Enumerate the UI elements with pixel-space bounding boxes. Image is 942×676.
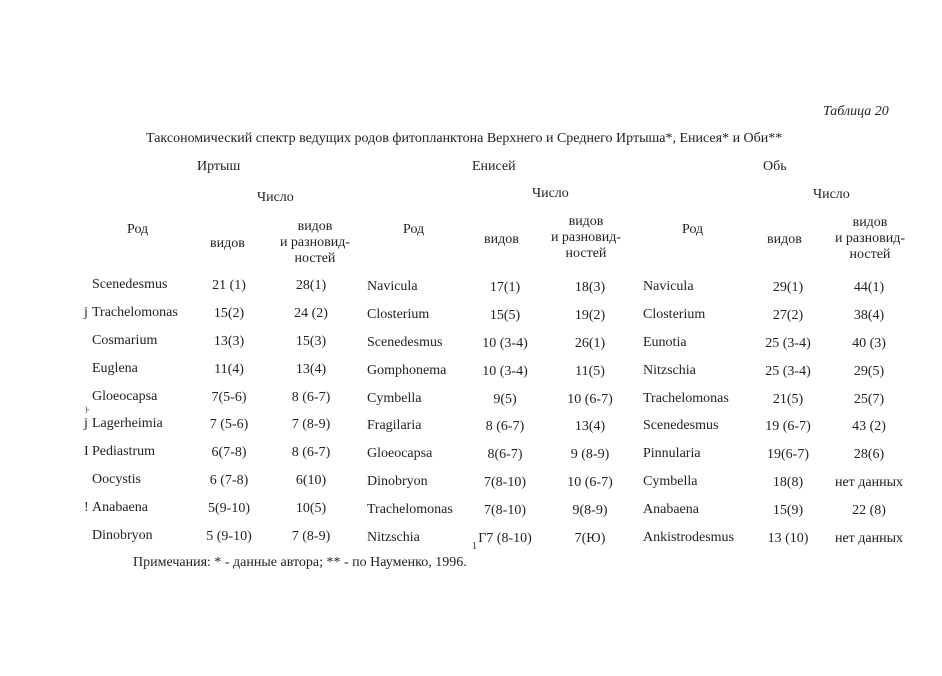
table-label: Таблица 20: [823, 104, 889, 119]
genus-ob: Scenedesmus: [643, 418, 719, 433]
genus-irtysh: Lagerheimia: [92, 416, 163, 431]
species-count: 25 (3-4): [765, 364, 811, 379]
species-count: 15(9): [772, 503, 804, 518]
genus-irtysh: Trachelomonas: [92, 305, 178, 320]
scan-mark: 1: [472, 541, 477, 552]
species-count: 19(6-7): [767, 447, 809, 462]
genus-header-irtysh: Род: [127, 222, 149, 237]
species-var-count: 13(4): [295, 362, 327, 377]
species-count: 17(1): [489, 280, 521, 295]
species-var-count: 28(1): [295, 278, 327, 293]
species-var-count: 11(5): [575, 364, 605, 379]
species-var-header-line: видов: [568, 214, 604, 229]
river-header-yenisei: Енисей: [472, 159, 516, 174]
number-header-ob: Число: [813, 187, 850, 202]
genus-yenisei: Nitzschia: [367, 530, 420, 545]
species-count: 10 (3-4): [482, 336, 528, 351]
species-var-count: 9 (8-9): [570, 447, 610, 462]
species-var-header-line: видов: [852, 215, 888, 230]
number-header-irtysh: Число: [257, 190, 294, 205]
genus-ob: Ankistrodesmus: [643, 530, 734, 545]
species-var-count: 10 (6-7): [567, 475, 613, 490]
table-title: Таксономический спектр ведущих родов фитопланктона Верхнего и Среднего Иртыша*, Енисея* и Оби**: [146, 131, 783, 146]
species-count: 8(6-7): [487, 447, 523, 462]
row-prefix-mark: I: [84, 444, 89, 459]
genus-yenisei: Gloeocapsa: [367, 446, 433, 461]
species-count: 5 (9-10): [206, 529, 252, 544]
species-var-count: 29(5): [853, 364, 885, 379]
species-count: 6(7-8): [211, 445, 247, 460]
species-var-count: 44(1): [853, 280, 885, 295]
species-var-count: 38(4): [853, 308, 885, 323]
species-var-header-line: ностей: [849, 247, 891, 262]
species-count: Г7 (8-10): [478, 531, 532, 546]
genus-ob: Nitzschia: [643, 363, 696, 378]
genus-yenisei: Gomphonema: [367, 363, 447, 378]
row-prefix-mark: !: [84, 500, 89, 515]
species-var-header-line: и разновид-: [279, 235, 351, 250]
species-var-count: 43 (2): [852, 419, 886, 434]
genus-irtysh: Pediastrum: [92, 444, 155, 459]
species-var-count: 8 (6-7): [291, 390, 331, 405]
species-header-irtysh: видов: [210, 236, 245, 251]
species-count: 7(5-6): [211, 390, 247, 405]
species-count: 15(2): [213, 306, 245, 321]
species-var-count: нет данных: [834, 531, 904, 546]
genus-irtysh: Scenedesmus: [92, 277, 168, 292]
species-var-count: 25(7): [853, 392, 885, 407]
genus-ob: Pinnularia: [643, 446, 701, 461]
genus-yenisei: Navicula: [367, 279, 418, 294]
species-count: 15(5): [489, 308, 521, 323]
species-var-count: нет данных: [834, 475, 904, 490]
genus-ob: Closterium: [643, 307, 706, 322]
species-count: 25 (3-4): [765, 336, 811, 351]
species-var-count: 13(4): [574, 419, 606, 434]
river-header-irtysh: Иртыш: [197, 159, 241, 174]
row-prefix-mark: j: [84, 416, 88, 431]
species-var-count: 15(3): [295, 334, 327, 349]
species-count: 27(2): [772, 308, 804, 323]
genus-header-ob: Род: [682, 222, 704, 237]
species-var-count: 40 (3): [852, 336, 886, 351]
genus-irtysh: Cosmarium: [92, 333, 158, 348]
species-var-count: 28(6): [853, 447, 885, 462]
genus-irtysh: Anabaena: [92, 500, 148, 515]
species-count: 21(5): [772, 392, 804, 407]
species-count: 19 (6-7): [765, 419, 811, 434]
genus-irtysh: Gloeocapsa: [92, 389, 158, 404]
species-var-count: 6(10): [295, 473, 327, 488]
species-var-count: 8 (6-7): [291, 445, 331, 460]
species-var-count: 26(1): [574, 336, 606, 351]
species-count: 6 (7-8): [209, 473, 249, 488]
species-count: 11(4): [214, 362, 244, 377]
number-header-yenisei: Число: [532, 186, 569, 201]
species-count: 7(8-10): [484, 475, 526, 490]
species-var-count: 10 (6-7): [567, 392, 613, 407]
species-count: 5(9-10): [208, 501, 250, 516]
species-count: 29(1): [772, 280, 804, 295]
species-header-ob: видов: [767, 232, 802, 247]
scan-mark: ⊦: [85, 405, 91, 415]
species-var-header-irtysh: [266, 219, 364, 267]
species-count: 21 (1): [212, 278, 246, 293]
species-var-count: 18(3): [574, 280, 606, 295]
species-var-count: 24 (2): [294, 306, 328, 321]
species-count: 18(8): [772, 475, 804, 490]
genus-yenisei: Fragilaria: [367, 418, 422, 433]
species-header-yenisei: видов: [484, 232, 519, 247]
species-var-header-line: и разновид-: [834, 231, 906, 246]
genus-yenisei: Scenedesmus: [367, 335, 443, 350]
genus-yenisei: Cymbella: [367, 391, 422, 406]
genus-ob: Anabaena: [643, 502, 699, 517]
species-var-header-ob: [821, 215, 919, 263]
species-var-header-line: ностей: [565, 246, 607, 261]
river-header-ob: Обь: [763, 159, 787, 174]
species-count: 13 (10): [767, 531, 809, 546]
species-count: 13(3): [213, 334, 245, 349]
table-note: Примечания: * - данные автора; ** - по Науменко, 1996.: [133, 555, 467, 570]
genus-ob: Cymbella: [643, 474, 698, 489]
species-count: 7(8-10): [484, 503, 526, 518]
genus-yenisei: Trachelomonas: [367, 502, 453, 517]
species-count: 8 (6-7): [485, 419, 525, 434]
genus-irtysh: Dinobryon: [92, 528, 153, 543]
genus-yenisei: Closterium: [367, 307, 430, 322]
species-var-count: 10(5): [295, 501, 327, 516]
genus-header-yenisei: Род: [403, 222, 425, 237]
genus-irtysh: Oocystis: [92, 472, 141, 487]
species-var-count: 19(2): [574, 308, 606, 323]
species-var-header-yenisei: [537, 214, 635, 262]
genus-ob: Eunotia: [643, 335, 687, 350]
species-count: 10 (3-4): [482, 364, 528, 379]
species-count: 9(5): [493, 392, 517, 407]
species-var-count: 7 (8-9): [291, 529, 331, 544]
species-var-header-line: ностей: [294, 251, 336, 266]
species-var-header-line: и разновид-: [550, 230, 622, 245]
genus-yenisei: Dinobryon: [367, 474, 428, 489]
row-prefix-mark: j: [84, 305, 88, 320]
species-var-header-line: видов: [297, 219, 333, 234]
genus-irtysh: Euglena: [92, 361, 138, 376]
genus-ob: Trachelomonas: [643, 391, 729, 406]
species-var-count: 7 (8-9): [291, 417, 331, 432]
species-var-count: 7(Ю): [574, 531, 606, 546]
species-count: 7 (5-6): [209, 417, 249, 432]
species-var-count: 22 (8): [852, 503, 886, 518]
species-var-count: 9(8-9): [572, 503, 608, 518]
genus-ob: Navicula: [643, 279, 694, 294]
